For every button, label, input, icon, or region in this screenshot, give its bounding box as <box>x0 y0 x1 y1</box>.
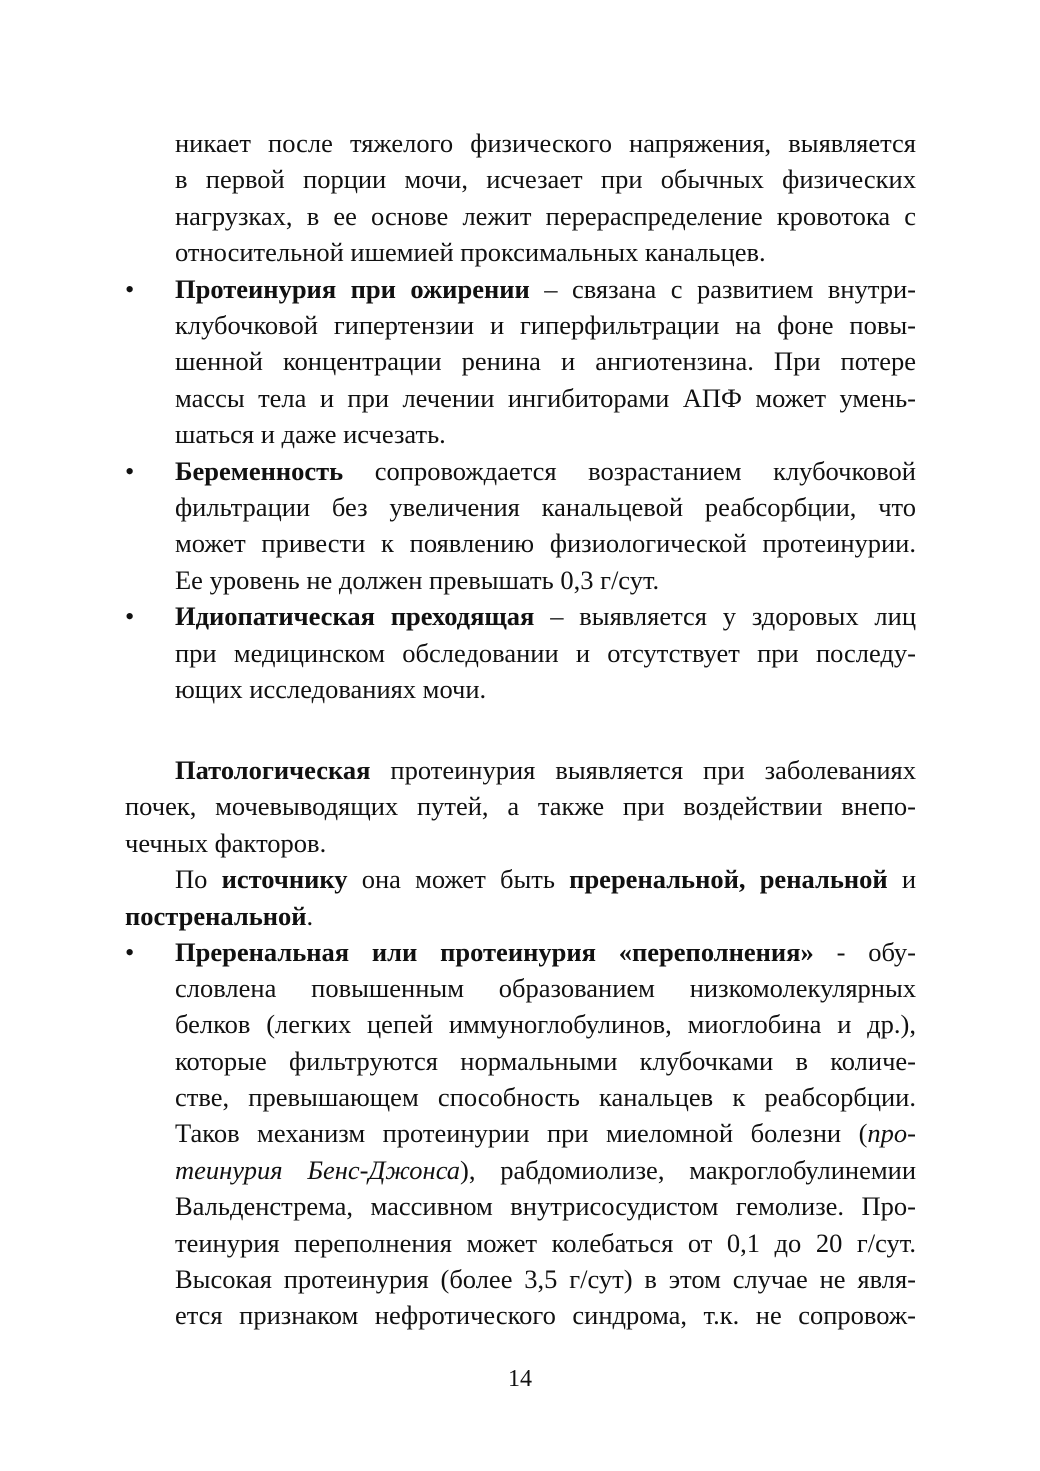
text-line: шенной концентрации ренина и ангиотензина. При потере <box>175 346 916 377</box>
term-prerenal: Преренальная или протеинурия «переполнения» <box>175 936 814 967</box>
italic-term: теинурия Бенс-Джонса <box>175 1154 461 1185</box>
text-line: словлена повышенным образованием низкомолекулярных <box>175 972 916 1003</box>
bullet-icon: • <box>125 601 135 632</box>
text-line: никает после тяжелого физического напряжения, выявляется <box>175 128 916 158</box>
text-line: относительной ишемией проксимальных канальцев. <box>175 237 766 268</box>
text-line: ется признаком нефротического синдрома, т.к. не сопровож- <box>175 1300 916 1331</box>
term-obesity: Протеинурия при ожирении <box>175 273 530 304</box>
text-line: стве, превышающем способность канальцев к реабсорбции. <box>175 1082 916 1113</box>
text-span: ), рабдомиолизе, макроглобулинемии <box>460 1154 916 1185</box>
text-line: может привести к появлению физиологической протеинурии. <box>175 528 916 559</box>
text-line: которые фильтруются нормальными клубочками в количе- <box>175 1045 916 1076</box>
text-line: теинурия переполнения может колебаться от 0,1 до 20 г/сут. <box>175 1227 916 1258</box>
text-line: белков (легких цепей иммуноглобулинов, миоглобина и др.), <box>175 1009 916 1040</box>
source-paragraph <box>125 861 916 934</box>
text-span: Таков механизм протеинурии при миеломной болезни ( <box>175 1118 868 1149</box>
text-span: По <box>175 864 222 895</box>
text-line <box>125 934 916 970</box>
bullet-icon: • <box>125 455 135 486</box>
text-line: ющих исследованиях мочи. <box>175 673 487 704</box>
term-idiopathic: Идиопатическая преходящая <box>175 601 535 632</box>
text-span: . <box>306 900 314 931</box>
bullet-icon: • <box>125 936 135 967</box>
text-span: сопровождается возрастанием клубочковой <box>343 455 916 486</box>
text-line <box>125 752 916 788</box>
text-line: чечных факторов. <box>125 827 327 858</box>
text-line <box>125 861 916 897</box>
text-line <box>125 271 916 307</box>
text-line <box>125 1152 916 1188</box>
text-line <box>125 898 916 934</box>
list-item-obesity <box>125 271 916 453</box>
text-span: – выявляется у здоровых лиц <box>534 601 916 632</box>
term-pregnancy: Беременность <box>175 455 344 486</box>
text-line <box>125 453 916 489</box>
text-line: Вальденстрема, массивном внутрисосудистом гемолизе. Про- <box>175 1191 916 1222</box>
text-line <box>125 1115 916 1151</box>
text-line: массы тела и при лечении ингибиторами АПФ может умень- <box>175 382 916 413</box>
text-line: Высокая протеинурия (более 3,5 г/сут) в этом случае не явля- <box>175 1264 916 1295</box>
list-item-idiopathic <box>125 598 916 707</box>
bullet-icon: • <box>125 273 135 304</box>
text-line: клубочковой гипертензии и гиперфильтрации на фоне повы- <box>175 309 916 340</box>
list-item-prerenal <box>125 934 916 1334</box>
list-item-pregnancy <box>125 453 916 599</box>
text-span: - обу- <box>813 936 916 967</box>
text-span: – связана с развитием внутри- <box>529 273 916 304</box>
text-line <box>125 598 916 634</box>
text-line: фильтрации без увеличения канальцевой реабсорбции, что <box>175 491 916 522</box>
term-postrenal: постренальной <box>125 900 307 931</box>
term-pathological: Патологическая <box>175 755 371 785</box>
page-number: 14 <box>508 1366 532 1392</box>
term-prerenal-renal: преренальной, ренальной <box>569 864 888 895</box>
text-span: она может быть <box>347 864 570 895</box>
text-span: и <box>887 864 916 895</box>
text-line: в первой порции мочи, исчезает при обычных физических <box>175 164 916 195</box>
text-line: шаться и даже исчезать. <box>175 419 446 450</box>
text-line: Ее уровень не должен превышать 0,3 г/сут. <box>175 564 660 595</box>
text-line: почек, мочевыводящих путей, а также при воздействии внепо- <box>125 791 916 822</box>
term-source: источнику <box>221 864 348 895</box>
italic-term: про- <box>867 1118 916 1149</box>
text-line: при медицинском обследовании и отсутствует при последу- <box>175 637 916 668</box>
text-line: нагрузках, в ее основе лежит перераспределение кровотока с <box>175 200 916 231</box>
text-span: протеинурия выявляется при заболеваниях <box>370 755 916 785</box>
continuation-paragraph <box>125 125 916 271</box>
pathological-paragraph <box>125 752 916 861</box>
